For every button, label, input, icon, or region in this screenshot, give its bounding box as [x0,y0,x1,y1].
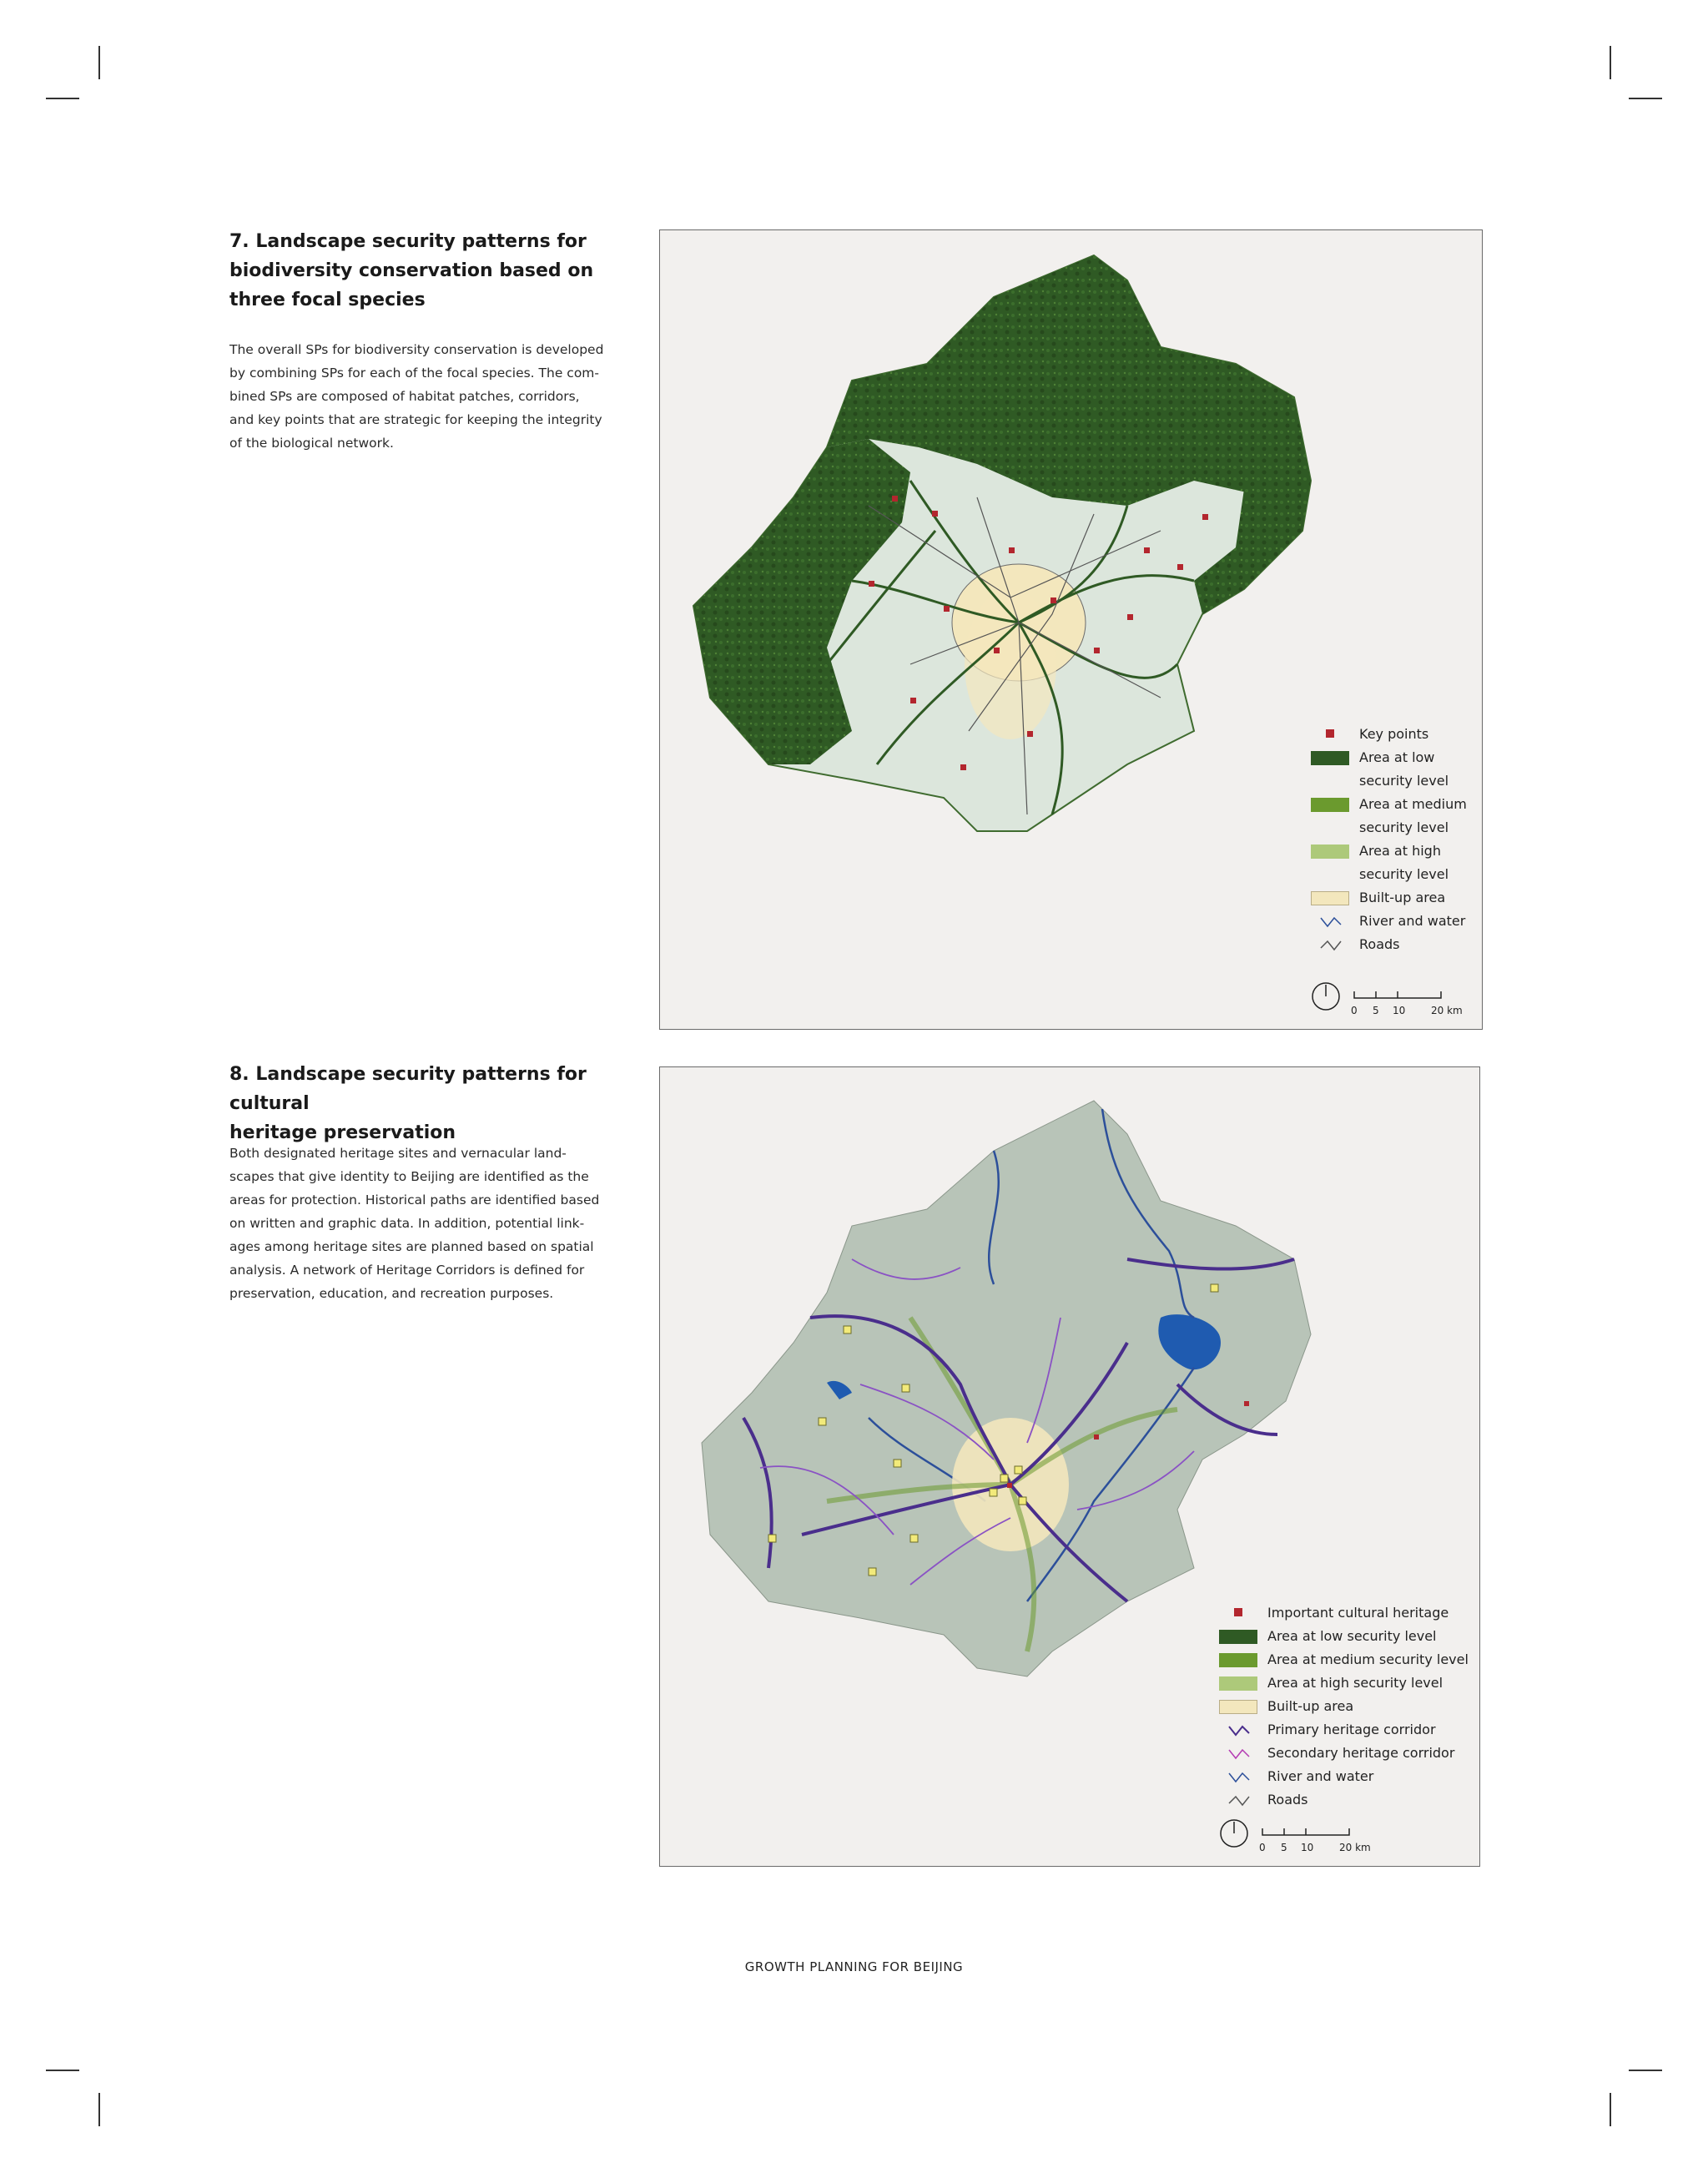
key-point-marker [1326,729,1334,738]
biodiversity-map-legend [1311,723,1478,952]
scale-label: 5 [1281,1842,1287,1853]
legend-label: Built-up area [1267,1698,1354,1714]
crop-mark-top-right [1610,46,1611,79]
section8-body-line: analysis. A network of Heritage Corridors is defined for [229,1263,585,1278]
high-security-swatch [1311,845,1349,859]
medium-security-swatch [1219,1653,1257,1667]
section8-body-line: scapes that give identity to Beijing are identified as the [229,1169,589,1184]
section7-title-line: biodiversity conservation based on [229,260,594,281]
primary-corridor-line-icon [1227,1722,1252,1738]
scale-label: 10 [1301,1842,1314,1853]
heritage-map-legend [1219,1601,1478,1810]
low-security-swatch [1219,1630,1257,1644]
section8-body-line: preservation, education, and recreation purposes. [229,1286,554,1301]
river-line-icon [1227,1768,1252,1785]
crop-mark-top-right [1629,98,1662,99]
crop-mark-bottom-left [46,2070,79,2071]
scale-label: 10 [1393,1005,1406,1016]
legend-label: Area at high [1359,843,1441,859]
road-line-icon [1319,936,1344,953]
legend-label: Roads [1267,1792,1308,1808]
section7-body-line: of the biological network. [229,436,394,451]
legend-label: Key points [1359,726,1429,742]
section7-body-line: by combining SPs for each of the focal species. The com- [229,366,599,381]
legend-label: Secondary heritage corridor [1267,1745,1455,1761]
legend-label: Area at medium [1359,796,1467,812]
section8-body-line: ages among heritage sites are planned based on spatial [229,1239,594,1254]
low-security-swatch [1311,751,1349,765]
section7-body-line: bined SPs are composed of habitat patches, corridors, [229,389,580,404]
section7-title-line: 7. Landscape security patterns for [229,231,587,252]
legend-label: River and water [1267,1768,1374,1784]
legend-label: security level [1359,866,1449,882]
section8-body-line: on written and graphic data. In addition, potential link- [229,1216,585,1231]
legend-label: River and water [1359,913,1466,929]
scale-label: 5 [1373,1005,1379,1016]
section8-body-line: Both designated heritage sites and vernacular land- [229,1146,567,1161]
river-line-icon [1319,913,1344,930]
crop-mark-bottom-right [1629,2070,1662,2071]
legend-label: security level [1359,819,1449,835]
high-security-swatch [1219,1676,1257,1691]
scale-label: 20 km [1339,1842,1371,1853]
medium-security-swatch [1311,798,1349,812]
section8-title-line: heritage preservation [229,1122,456,1143]
built-up-swatch [1219,1700,1257,1714]
legend-label: Area at high security level [1267,1675,1443,1691]
crop-mark-top-left [98,46,100,79]
legend-label: Built-up area [1359,890,1446,905]
crop-mark-bottom-right [1610,2093,1611,2126]
section7-title-line: three focal species [229,290,426,310]
running-footer: GROWTH PLANNING FOR BEIJING [744,1959,964,1974]
secondary-corridor-line-icon [1227,1745,1252,1762]
section7-title [229,227,630,315]
legend-label: security level [1359,773,1449,789]
beijing-relief-base [702,1101,1311,1676]
heritage-map-scale [1219,1818,1386,1856]
section7-body-line: The overall SPs for biodiversity conservation is developed [229,342,604,357]
legend-label: Area at medium security level [1267,1651,1469,1667]
biodiversity-map-scale [1311,981,1478,1019]
section8-title-line: 8. Landscape security patterns for cultural [229,1064,587,1114]
crop-mark-top-left [46,98,79,99]
scale-label: 0 [1351,1005,1358,1016]
heritage-map [659,1066,1480,1867]
legend-label: Roads [1359,936,1400,952]
cultural-heritage-marker [1234,1608,1242,1616]
legend-label: Important cultural heritage [1267,1605,1449,1621]
legend-label: Primary heritage corridor [1267,1722,1436,1737]
scale-label: 0 [1259,1842,1266,1853]
scale-label: 20 km [1431,1005,1463,1016]
section8-body [229,1142,622,1305]
built-up-swatch [1311,891,1349,905]
section7-body-line: and key points that are strategic for keeping the integrity [229,412,602,427]
road-line-icon [1227,1792,1252,1808]
biodiversity-map [659,229,1483,1030]
legend-label: Area at low security level [1267,1628,1437,1644]
crop-mark-bottom-left [98,2093,100,2126]
legend-label: Area at low [1359,749,1435,765]
section8-title [229,1060,630,1147]
section8-body-line: areas for protection. Historical paths are identified based [229,1192,600,1208]
section7-body [229,338,622,455]
